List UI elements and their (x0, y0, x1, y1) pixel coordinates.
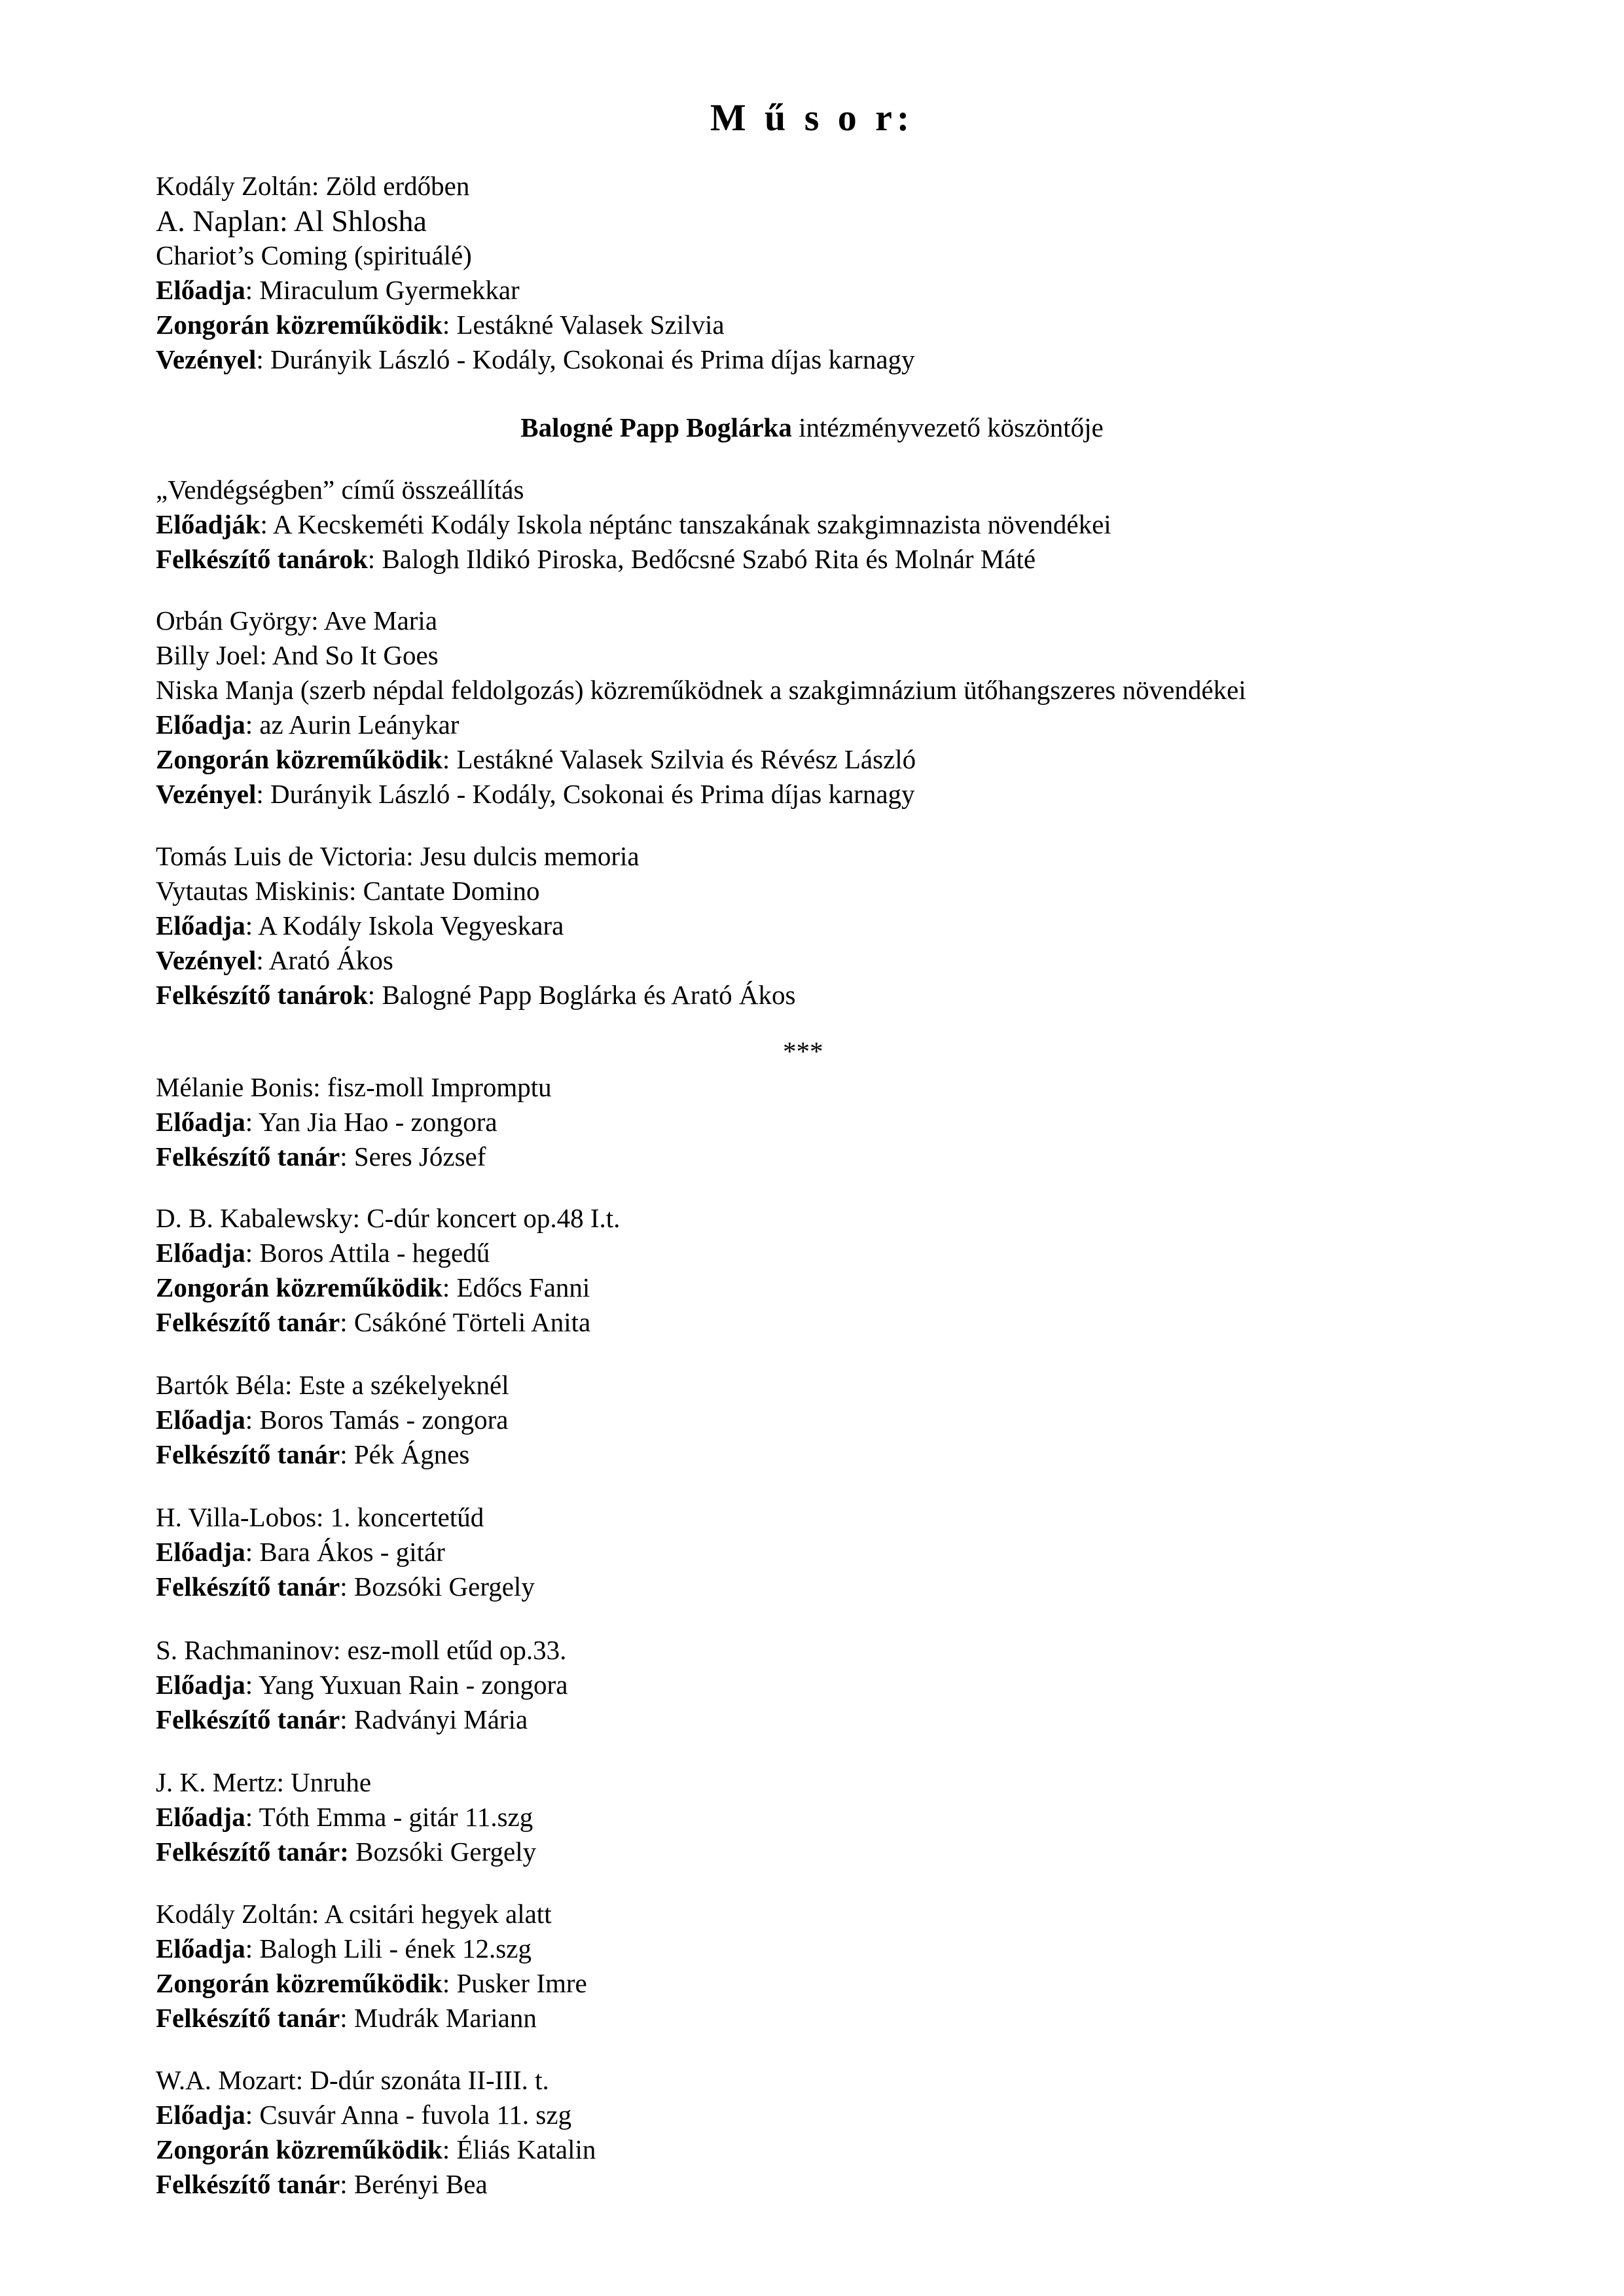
value: : Berényi Bea (340, 2169, 488, 2199)
program-section-4 (156, 839, 1530, 1013)
value: : Lestákné Valasek Szilvia (442, 310, 725, 340)
label: Zongorán közreműködik (156, 1968, 442, 1998)
label: Zongorán közreműködik (156, 310, 442, 340)
label: Előadja (156, 1670, 245, 1700)
program-section-10 (156, 1765, 1530, 1869)
label: Előadják (156, 509, 261, 539)
piece-title: Mélanie Bonis: fisz-moll Impromptu (156, 1072, 552, 1102)
performer-line (156, 1668, 1530, 1702)
value: : Mudrák Mariann (340, 2003, 537, 2033)
value: : Arató Ákos (256, 945, 393, 975)
value: : Durányik László - Kodály, Csokonai és Prima díjas karnagy (256, 779, 915, 809)
value: : Edőcs Fanni (442, 1272, 590, 1302)
value: Bozsóki Gergely (348, 1837, 537, 1867)
greeting-line (0, 410, 1624, 445)
piece-title: S. Rachmaninov: esz-moll etűd op.33. (156, 1635, 567, 1665)
value: : Lestákné Valasek Szilvia és Révész László (442, 744, 916, 774)
value: : Yang Yuxuan Rain - zongora (245, 1670, 568, 1700)
accompanist-line (156, 1966, 1530, 2001)
label: Zongorán közreműködik (156, 744, 442, 774)
label: Előadja (156, 1405, 245, 1435)
piece-title: Chariot’s Coming (spirituálé) (156, 240, 472, 270)
value: : Csákóné Törteli Anita (340, 1307, 591, 1337)
label: Előadja (156, 2100, 245, 2130)
label: Zongorán közreműködik (156, 2134, 442, 2164)
label: Előadja (156, 1933, 245, 1964)
performer-line (156, 273, 1530, 308)
teacher-line (156, 978, 1530, 1013)
piece-title: D. B. Kabalewsky: C-dúr koncert op.48 I.t. (156, 1203, 621, 1233)
label: Felkészítő tanár (156, 2169, 340, 2199)
conductor-line (156, 342, 1530, 377)
value: : Pusker Imre (442, 1968, 587, 1998)
teacher-line (156, 1702, 1530, 1737)
value: : Pék Ágnes (340, 1439, 470, 1469)
program-section-1 (156, 169, 1530, 377)
label: Előadja (156, 709, 245, 740)
accompanist-line (156, 308, 1530, 342)
performer-line (156, 1105, 1530, 1139)
accompanist-line (156, 2132, 1530, 2167)
label: Felkészítő tanárok (156, 980, 368, 1010)
performer-line (156, 708, 1530, 742)
greeting-text: intézményvezető köszöntője (791, 412, 1104, 442)
page-title: M ű s o r: (710, 96, 914, 139)
label: Előadja (156, 1107, 245, 1137)
label: Felkészítő tanár (156, 1571, 340, 1602)
piece-title: A. Naplan: Al Shlosha (156, 204, 427, 238)
teacher-line (156, 542, 1530, 577)
piece-title: J. K. Mertz: Unruhe (156, 1767, 372, 1797)
value: : Éliás Katalin (442, 2134, 596, 2164)
value: : Yan Jia Hao - zongora (245, 1107, 497, 1137)
label: Felkészítő tanár (156, 1704, 340, 1734)
teacher-line (156, 2167, 1530, 2202)
program-section-6 (156, 1201, 1530, 1340)
label: Felkészítő tanár (156, 2003, 340, 2033)
piece-title: „Vendégségben” című összeállítás (156, 475, 524, 505)
value: : Balogh Ildikó Piroska, Bedőcsné Szabó Rita és Molnár Máté (367, 544, 1036, 574)
value: : Balogné Papp Boglárka és Arató Ákos (367, 980, 796, 1010)
section-separator: *** (783, 1036, 823, 1066)
label: Vezényel (156, 945, 257, 975)
value: : Bozsóki Gergely (340, 1571, 535, 1602)
teacher-line (156, 2001, 1530, 2036)
value: : Boros Tamás - zongora (245, 1405, 509, 1435)
teacher-line (156, 1139, 1530, 1174)
program-section-12 (156, 2063, 1530, 2202)
performer-line (156, 2098, 1530, 2132)
label: Előadja (156, 275, 245, 305)
accompanist-line (156, 742, 1530, 777)
value: : az Aurin Leánykar (245, 709, 460, 740)
label: Előadja (156, 1537, 245, 1567)
performer-line (156, 1403, 1530, 1437)
label: Előadja (156, 1238, 245, 1268)
conductor-line (156, 943, 1530, 978)
label: Felkészítő tanár (156, 1439, 340, 1469)
performer-line (156, 507, 1530, 542)
label: Előadja (156, 910, 245, 941)
performer-line (156, 1931, 1530, 1966)
piece-title: Niska Manja (szerb népdal feldolgozás) közreműködnek a szakgimnázium ütőhangszeres növendékei (156, 675, 1246, 705)
teacher-line (156, 1437, 1530, 1472)
program-section-2 (156, 473, 1530, 577)
label: Felkészítő tanár (156, 1141, 340, 1172)
program-section-8 (156, 1500, 1530, 1604)
label: Felkészítő tanárok (156, 544, 368, 574)
value: : Seres József (340, 1141, 486, 1172)
piece-title: Kodály Zoltán: A csitári hegyek alatt (156, 1899, 552, 1929)
label: Előadja (156, 1802, 245, 1832)
program-section-5 (156, 1070, 1530, 1174)
value: : Durányik László - Kodály, Csokonai és Prima díjas karnagy (256, 344, 915, 374)
value: : Csuvár Anna - fuvola 11. szg (245, 2100, 572, 2130)
value: : Radványi Mária (340, 1704, 528, 1734)
piece-title: H. Villa-Lobos: 1. koncertetűd (156, 1502, 484, 1532)
program-section-3 (156, 603, 1530, 812)
value: : Miraculum Gyermekkar (245, 275, 520, 305)
value: : Boros Attila - hegedű (245, 1238, 490, 1268)
program-section-11 (156, 1897, 1530, 2036)
piece-title: Tomás Luis de Victoria: Jesu dulcis memoria (156, 841, 640, 871)
label: Vezényel (156, 344, 257, 374)
performer-line (156, 1236, 1530, 1270)
performer-line (156, 908, 1530, 943)
program-section-9 (156, 1633, 1530, 1737)
value: : Bara Ákos - gitár (245, 1537, 445, 1567)
piece-title: W.A. Mozart: D-dúr szonáta II-III. t. (156, 2065, 549, 2095)
piece-title: Billy Joel: And So It Goes (156, 640, 439, 670)
performer-line (156, 1535, 1530, 1570)
label: Felkészítő tanár: (156, 1837, 349, 1867)
label: Zongorán közreműködik (156, 1272, 442, 1302)
accompanist-line (156, 1270, 1530, 1305)
teacher-line (156, 1570, 1530, 1604)
value: : A Kecskeméti Kodály Iskola néptánc tanszakának szakgimnazista növendékei (260, 509, 1111, 539)
piece-title: Kodály Zoltán: Zöld erdőben (156, 171, 470, 201)
label: Vezényel (156, 779, 257, 809)
conductor-line (156, 777, 1530, 812)
label: Felkészítő tanár (156, 1307, 340, 1337)
greeting-name: Balogné Papp Boglárka (520, 412, 792, 442)
teacher-line (156, 1305, 1530, 1340)
program-section-7 (156, 1368, 1530, 1472)
piece-title: Bartók Béla: Este a székelyeknél (156, 1370, 509, 1400)
value: : A Kodály Iskola Vegyeskara (245, 910, 564, 941)
piece-title: Orbán György: Ave Maria (156, 605, 438, 636)
value: : Balogh Lili - ének 12.szg (245, 1933, 532, 1964)
teacher-line (156, 1835, 1530, 1869)
value: : Tóth Emma - gitár 11.szg (245, 1802, 533, 1832)
performer-line (156, 1800, 1530, 1835)
piece-title: Vytautas Miskinis: Cantate Domino (156, 876, 540, 906)
